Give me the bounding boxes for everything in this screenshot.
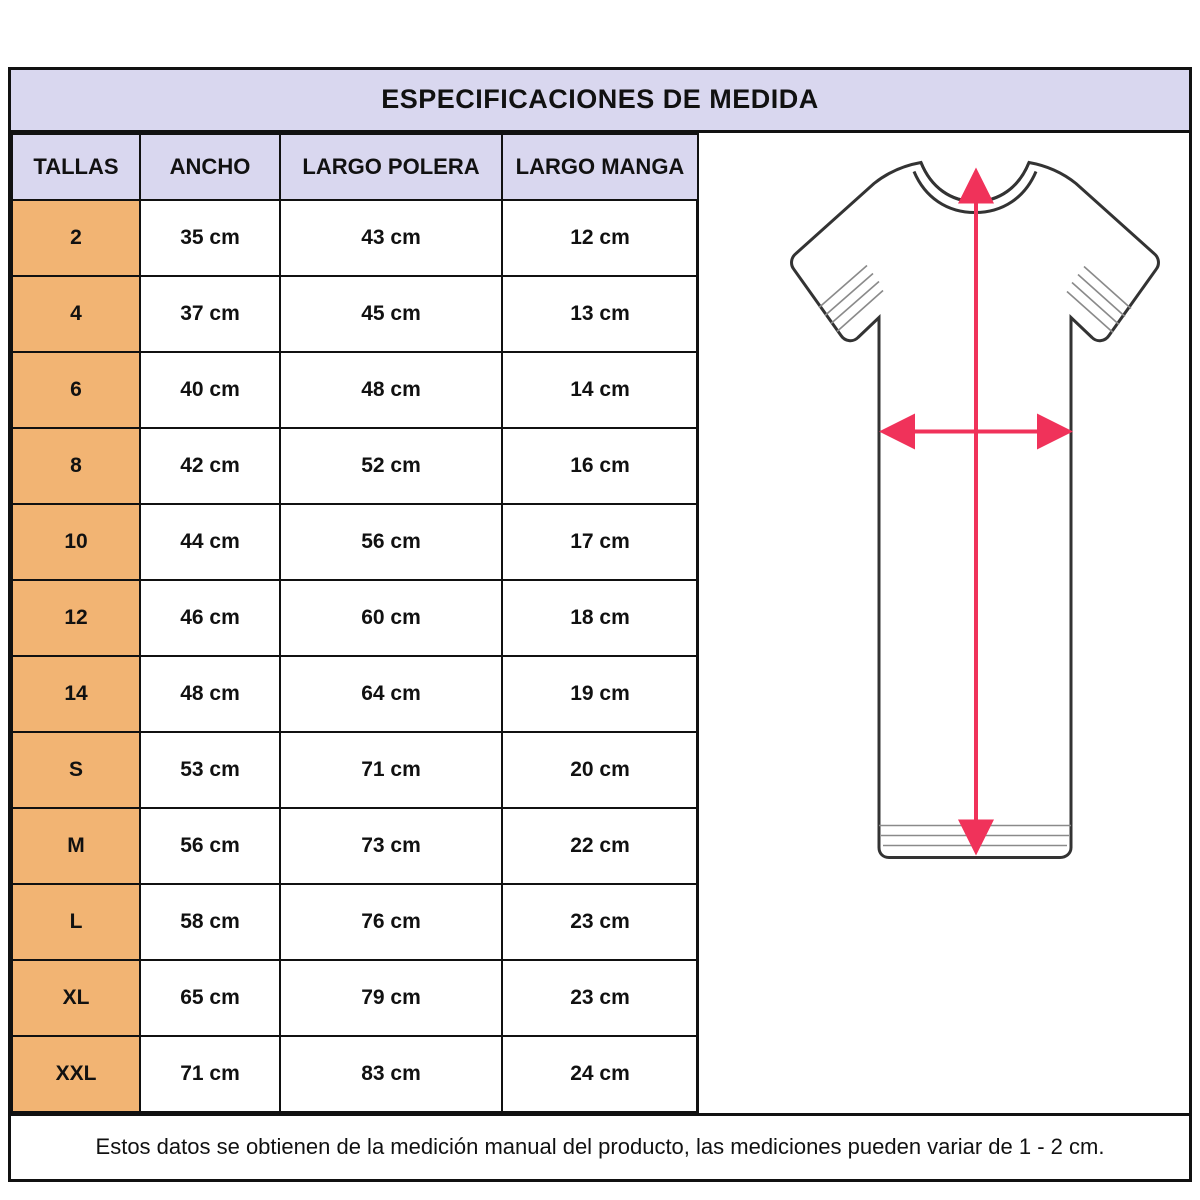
cell-largo-polera: 56 cm (280, 504, 502, 580)
table-row (12, 428, 698, 504)
cell-largo-polera: 71 cm (280, 732, 502, 808)
cell-ancho: 48 cm (140, 656, 280, 732)
table-row (12, 808, 698, 884)
table-row (12, 1036, 698, 1112)
cell-largo-manga: 20 cm (502, 732, 698, 808)
cell-ancho: 44 cm (140, 504, 280, 580)
cell-size: 12 (12, 580, 140, 656)
cell-ancho: 37 cm (140, 276, 280, 352)
cell-ancho: 58 cm (140, 884, 280, 960)
cell-largo-manga: 12 cm (502, 200, 698, 276)
cell-largo-manga: 13 cm (502, 276, 698, 352)
size-chart-sheet (8, 67, 1192, 1182)
table-row (12, 276, 698, 352)
cell-size: S (12, 732, 140, 808)
column-header-ancho: ANCHO (140, 134, 280, 200)
column-header-largo-manga: LARGO MANGA (502, 134, 698, 200)
column-header-tallas: TALLAS (12, 134, 140, 200)
cell-largo-polera: 76 cm (280, 884, 502, 960)
tshirt-figure-pane (699, 133, 1189, 1113)
cell-largo-manga: 18 cm (502, 580, 698, 656)
cell-size: 4 (12, 276, 140, 352)
cell-largo-manga: 19 cm (502, 656, 698, 732)
cell-ancho: 42 cm (140, 428, 280, 504)
table-row (12, 960, 698, 1036)
cell-ancho: 65 cm (140, 960, 280, 1036)
cell-ancho: 46 cm (140, 580, 280, 656)
page-title: ESPECIFICACIONES DE MEDIDA (381, 84, 819, 115)
cell-size: M (12, 808, 140, 884)
table-row (12, 732, 698, 808)
table-header-row (12, 134, 698, 200)
cell-size: XL (12, 960, 140, 1036)
cell-size: 8 (12, 428, 140, 504)
cell-largo-polera: 73 cm (280, 808, 502, 884)
footer-note (11, 1113, 1189, 1179)
cell-largo-manga: 23 cm (502, 884, 698, 960)
measurements-table (11, 133, 699, 1113)
tshirt-diagram (699, 133, 1189, 1113)
table-row (12, 580, 698, 656)
table-row (12, 200, 698, 276)
cell-ancho: 53 cm (140, 732, 280, 808)
column-header-largo-polera: LARGO POLERA (280, 134, 502, 200)
table-row (12, 504, 698, 580)
cell-largo-manga: 16 cm (502, 428, 698, 504)
table-row (12, 352, 698, 428)
chart-title-bar (11, 70, 1189, 133)
cell-largo-polera: 83 cm (280, 1036, 502, 1112)
footer-note-text: Estos datos se obtienen de la medición manual del producto, las mediciones pueden variar de 1 - 2 cm. (95, 1134, 1105, 1160)
cell-largo-polera: 52 cm (280, 428, 502, 504)
chart-body (11, 133, 1189, 1113)
cell-largo-polera: 48 cm (280, 352, 502, 428)
cell-size: L (12, 884, 140, 960)
cell-largo-polera: 60 cm (280, 580, 502, 656)
cell-largo-polera: 45 cm (280, 276, 502, 352)
table-row (12, 884, 698, 960)
table-row (12, 656, 698, 732)
cell-largo-manga: 23 cm (502, 960, 698, 1036)
cell-largo-polera: 64 cm (280, 656, 502, 732)
cell-size: XXL (12, 1036, 140, 1112)
cell-largo-polera: 79 cm (280, 960, 502, 1036)
cell-largo-manga: 17 cm (502, 504, 698, 580)
cell-largo-polera: 43 cm (280, 200, 502, 276)
cell-ancho: 35 cm (140, 200, 280, 276)
cell-size: 6 (12, 352, 140, 428)
cell-size: 14 (12, 656, 140, 732)
cell-size: 2 (12, 200, 140, 276)
cell-largo-manga: 14 cm (502, 352, 698, 428)
cell-size: 10 (12, 504, 140, 580)
measurements-table-wrapper (11, 133, 699, 1113)
cell-largo-manga: 22 cm (502, 808, 698, 884)
cell-ancho: 40 cm (140, 352, 280, 428)
cell-largo-manga: 24 cm (502, 1036, 698, 1112)
cell-ancho: 56 cm (140, 808, 280, 884)
cell-ancho: 71 cm (140, 1036, 280, 1112)
